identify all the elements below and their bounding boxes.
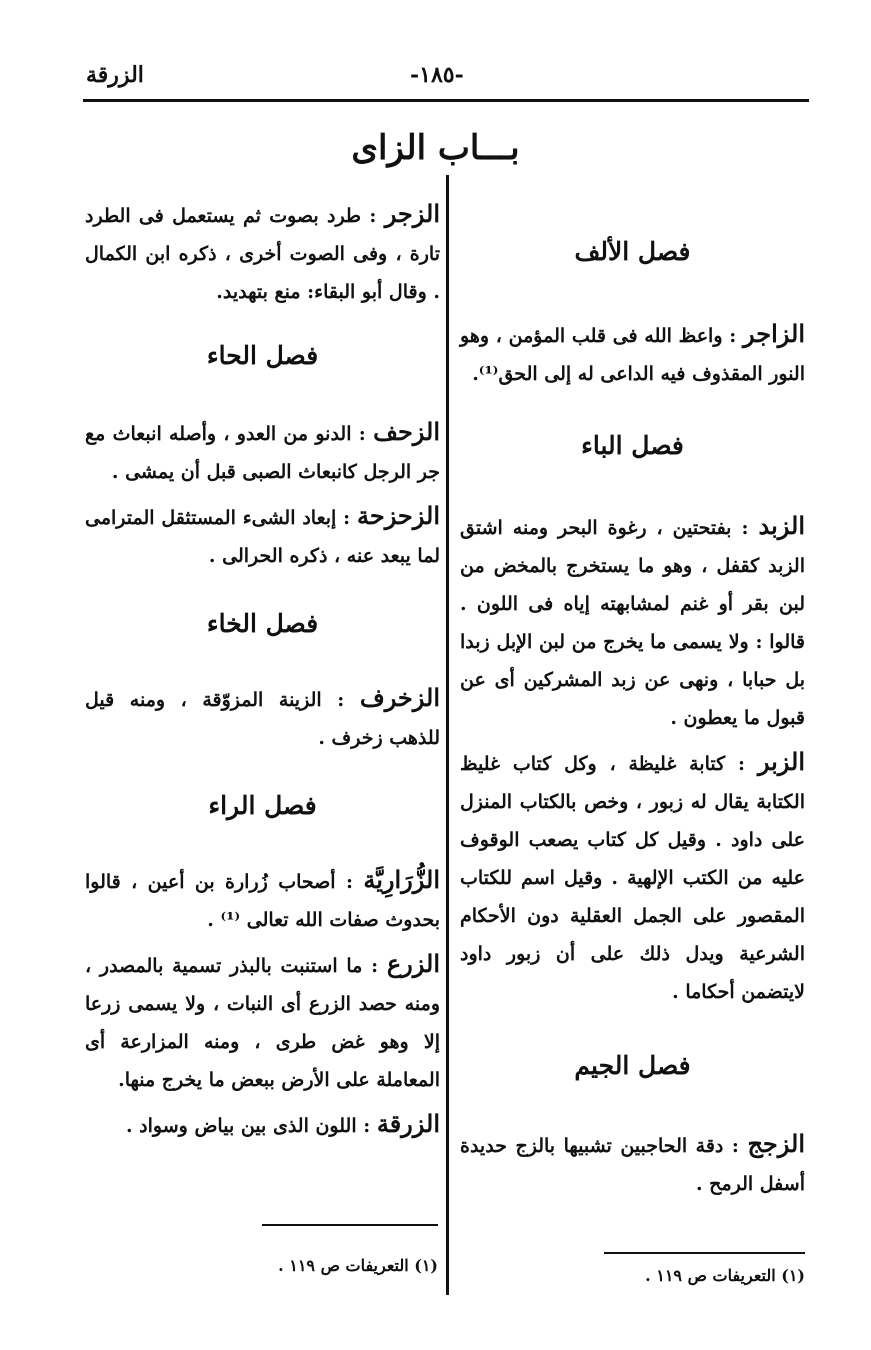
entry-text: : ما استنبت بالبذر تسمية بالمصدر ، ومنه حصد الزرع أى النبات ، ولا يسمى زرعا إلا وهو غض طرى ، ومنه المزارعة أى المعاملة على الأرض ببعض ما يخرج منها. (85, 955, 440, 1091)
chapter-title: بـــاب الزاى (351, 128, 520, 168)
entry-zurariyya (85, 861, 440, 939)
entry-term: الزجر (384, 199, 440, 228)
entry-term: الزبر (757, 747, 805, 776)
entry-text: : اللون الذى بين بياض وسواد . (125, 1115, 377, 1137)
entry-zar (85, 945, 440, 1099)
section-heading-ra: فصل الراء (208, 791, 317, 820)
entry-zahzaha (85, 497, 440, 575)
section-heading-jim: فصل الجيم (574, 1051, 691, 1080)
footnote-rule-right (604, 1252, 805, 1254)
entry-text: : الدنو من العدو ، وأصله انبعاث مع جر الرجل كانبعاث الصبى قبل أن يمشى . (85, 423, 440, 483)
section-heading-kha: فصل الخاء (206, 609, 319, 638)
entry-term: الزرع (386, 949, 440, 978)
entry-text: : كتابة غليظة ، وكل كتاب غليظ الكتابة يقال له زبور ، وخص بالكتاب المنزل على داود . وقيل كل كتاب يصعب الوقوف عليه من الكتب الإلهية . وقيل اسم للكتاب المقصور على الجمل العقلية دون الأحكام الشرعية ويدل ذلك على أن زبور داود لايتضمن أحكاما . (460, 753, 805, 1003)
entry-term: الزخرف (359, 683, 440, 712)
entry-text: : الزينة المزوّقة ، ومنه قيل للذهب زخرف . (85, 689, 440, 749)
entry-term: الزجج (747, 1129, 805, 1158)
footnote-right: (١) التعريفات ص ١١٩ . (645, 1266, 805, 1285)
entry-text: : بفتحتين ، رغوة البحر ومنه اشتق الزبد كقفل ، وهو ما يستخرج بالمخض من لبن بقر أو غنم لمشابهته إياه فى اللون . قالوا : ولا يسمى ما يخرج من لبن الإبل زبدا بل حبابا ، ونهى عن زبد المشركين أى عن قبول ما يعطون . (460, 517, 805, 729)
entry-zajr (85, 195, 440, 311)
entry-term: الزرقة (376, 1109, 440, 1138)
left-column (85, 195, 440, 1151)
entry-zajir (460, 315, 805, 393)
entry-term: الزاجر (743, 319, 805, 348)
entry-text: : طرد بصوت ثم يستعمل فى الطرد تارة ، وفى الصوت أخرى ، ذكره ابن الكمال . وقال أبو البقاء: منع بتهديد. (85, 205, 440, 303)
section-heading-ha: فصل الحاء (206, 341, 319, 370)
entry-zubur (460, 743, 805, 1011)
entry-text: : إبعاد الشىء المستثقل المترامى لما يبعد عنه ، ذكره الحرالى . (85, 507, 440, 567)
section-heading-ba: فصل الباء (581, 431, 684, 460)
entry-zajaj (460, 1125, 805, 1203)
page-number: -١٨٥- (410, 62, 464, 88)
column-divider (446, 175, 449, 1295)
entry-zurqa (85, 1105, 440, 1145)
right-column (460, 225, 805, 1209)
footnote-left: (١) التعريفات ص ١١٩ . (278, 1256, 438, 1275)
entry-text: : واعظ الله فى قلب المؤمن ، وهو النور المقذوف فيه الداعى له إلى الحق⁽¹⁾. (460, 325, 805, 385)
running-title: الزرقة (86, 62, 144, 88)
section-heading-alif: فصل الألف (574, 237, 691, 266)
entry-term: الزحف (373, 417, 440, 446)
entry-term: الزبد (758, 511, 805, 540)
entry-term: الزُّرَارِيَّة (363, 865, 440, 894)
entry-zabad (460, 507, 805, 737)
entry-text: : أصحاب زُرارة بن أعين ، قالوا بحدوث صفات الله تعالى ⁽¹⁾ . (85, 871, 440, 931)
entry-zahf (85, 413, 440, 491)
entry-zukhruf (85, 679, 440, 757)
footnote-rule-left (262, 1224, 438, 1226)
header-rule (83, 99, 809, 102)
entry-term: الزحزحة (356, 501, 440, 530)
entry-text: : دقة الحاجبين تشبيها بالزج حديدة أسفل الرمح . (460, 1135, 805, 1195)
